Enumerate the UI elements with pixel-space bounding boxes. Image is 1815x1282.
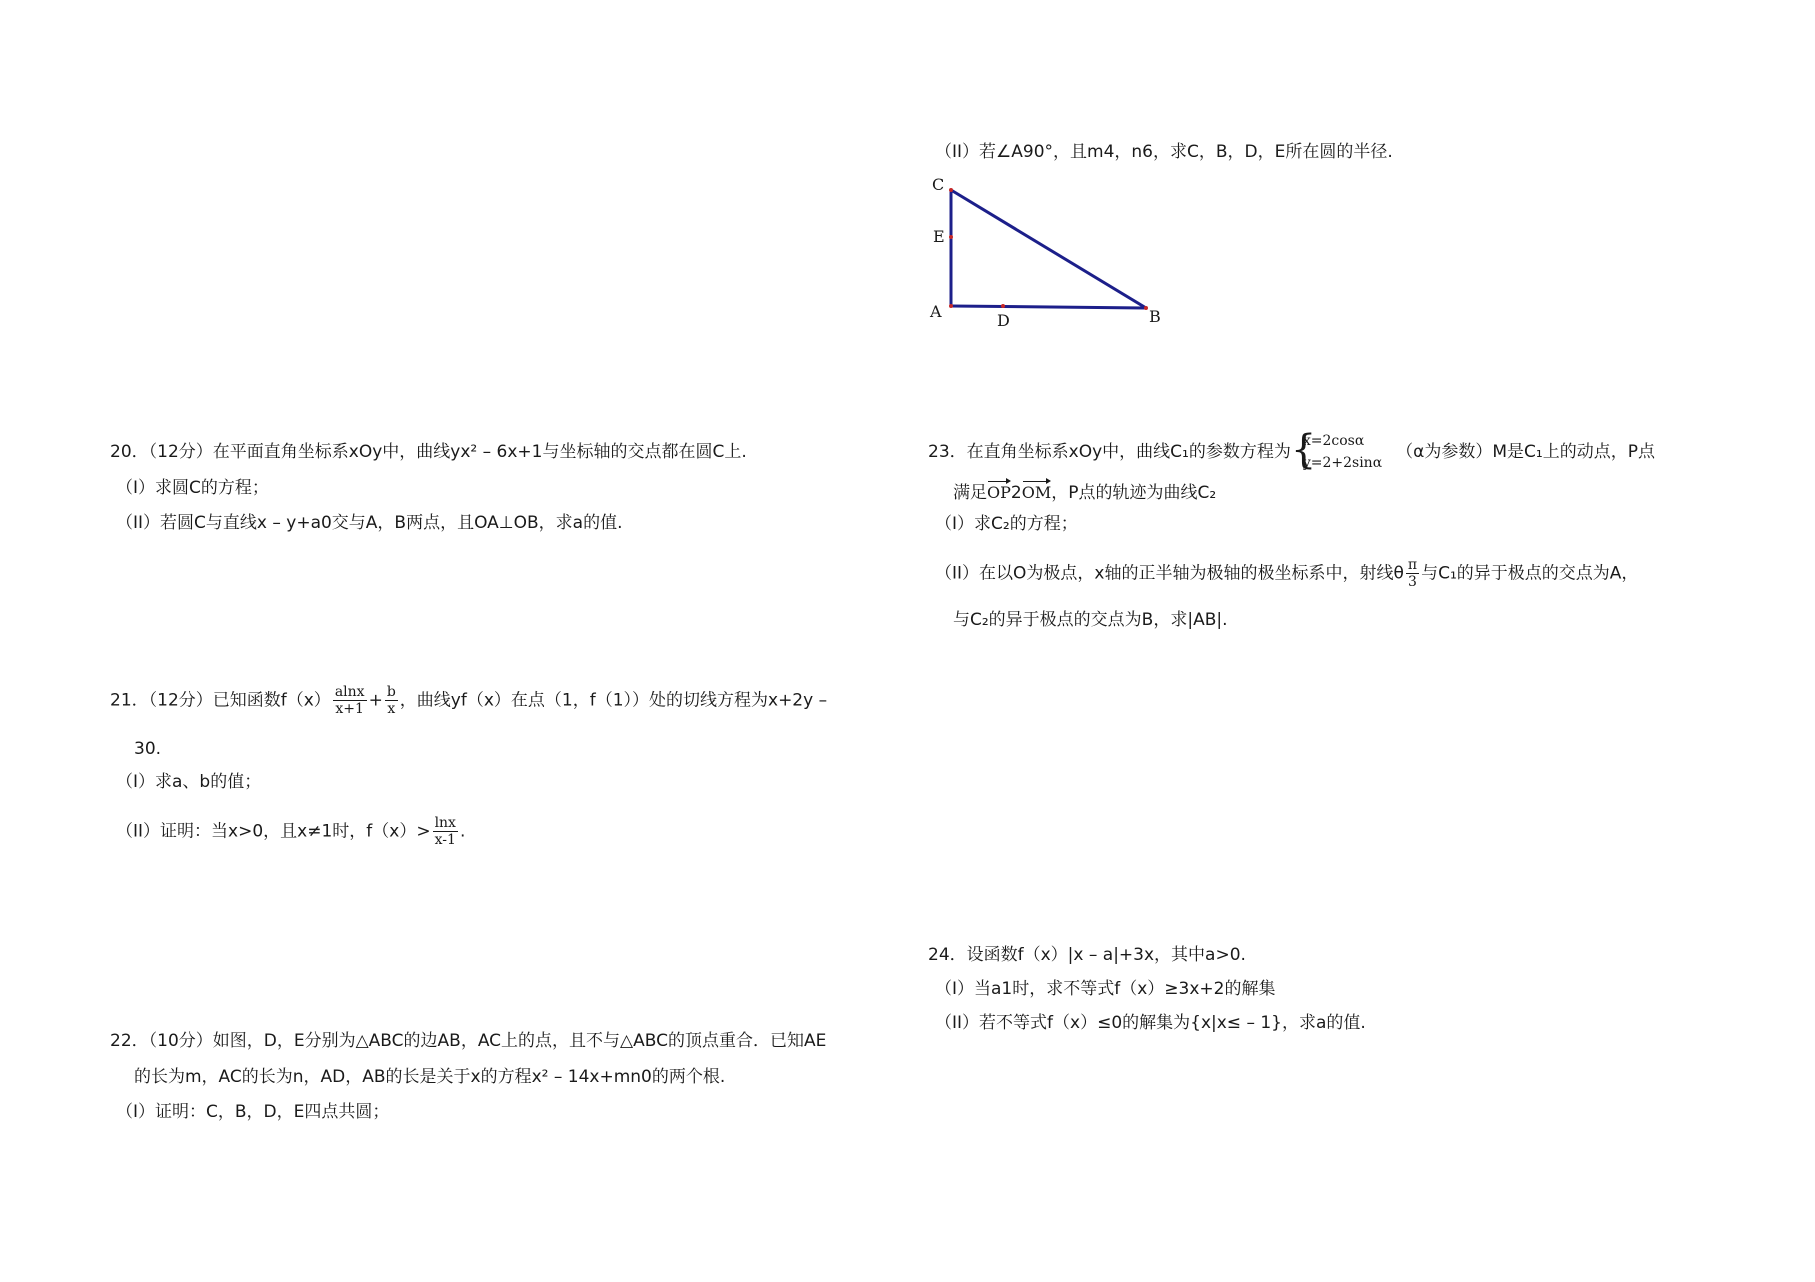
q24-part2: （II）若不等式f（x）≤0的解集为{x|x≤ – 1}，求a的值. [935, 1013, 1366, 1033]
q21-suffix: ，曲线yf（x）在点（1，f（1））处的切线方程为x+2y – [399, 690, 828, 711]
q20-part2: （II）若圆C与直线x – y+a0交与A，B两点，且OA⊥OB，求a的值. [116, 513, 623, 533]
q23-mid: 2 [1010, 483, 1022, 503]
q23-part1: （I）求C₂的方程； [935, 514, 1078, 534]
side-ab [951, 306, 1146, 308]
q21-prefix: 21．（12分）已知函数f（x） [110, 690, 331, 711]
q24-stem: 24．设函数f（x）|x – a|+3x，其中a>0. [928, 945, 1246, 965]
q21-plus: + [368, 690, 383, 711]
point-a [949, 304, 953, 308]
q21-frac1-num: alnx [334, 684, 365, 700]
q23-fraction-pi-3 [1406, 557, 1419, 590]
q21-part1: （I）求a、b的值； [116, 772, 262, 792]
q23-line2-suffix: ，P点的轨迹为曲线C₂ [1051, 483, 1217, 503]
point-b [1144, 306, 1148, 310]
q20-stem: 20．（12分）在平面直角坐标系xOy中，曲线yx² – 6x+1与坐标轴的交点都在圆C上. [110, 442, 747, 462]
q23-sys-row1: x=2cosα [1302, 433, 1365, 449]
q22-stem: 22．（10分）如图，D，E分别为△ABC的边AB，AC上的点，且不与△ABC的顶点重合．已知AE [110, 1031, 827, 1051]
point-e [949, 235, 953, 239]
q23-frac-num: π [1407, 557, 1418, 573]
q21-frac1-den: x+1 [335, 701, 364, 717]
q24-part1: （I）当a1时，求不等式f（x）≥3x+2的解集 [935, 979, 1276, 999]
q21-fraction-2 [385, 684, 398, 717]
q21-part2-prefix: （II）证明：当x>0，且x≠1时，f（x）> [116, 821, 431, 842]
label-c: C [932, 175, 945, 194]
q22-stem-cont: 的长为m，AC的长为n，AD，AB的长是关于x的方程x² – 14x+mn0的两个根. [134, 1067, 726, 1087]
point-c [949, 188, 953, 192]
q21-part2-suffix: . [459, 821, 466, 842]
q21-frac2-den: x [387, 701, 396, 717]
point-d [1001, 304, 1005, 308]
q23-vector-om: OM [1022, 478, 1052, 504]
q23-part2-cont: 与C₂的异于极点的交点为B，求|AB|. [953, 610, 1228, 630]
q21-frac3-num: lnx [434, 815, 456, 831]
q23-parametric-system [1290, 427, 1383, 474]
q21-part2 [116, 815, 465, 848]
q23-frac-den: 3 [1408, 574, 1417, 590]
q21-frac2-num: b [386, 684, 396, 700]
label-e: E [933, 227, 945, 246]
side-cb [951, 190, 1146, 308]
q23-vector-op: OP [987, 478, 1011, 504]
q21-fraction-1 [333, 684, 367, 717]
q23-condition [953, 478, 1216, 504]
q22-part2: （II）若∠A90°，且m4，n6，求C，B，D，E所在圆的半径. [935, 142, 1393, 162]
q21-stem [110, 684, 827, 717]
q21-stem-cont: 30. [134, 739, 162, 759]
q21-fraction-3 [433, 815, 458, 848]
q23-stem [928, 427, 1655, 474]
label-d: D [997, 311, 1010, 330]
label-a: A [930, 302, 942, 321]
triangle-figure [920, 168, 1180, 353]
label-b: B [1149, 307, 1161, 326]
q23-suffix: （α为参数）M是C₁上的动点，P点 [1396, 442, 1655, 462]
q23-part2 [935, 557, 1638, 590]
q23-sys-row2: y=2+2sinα [1302, 455, 1383, 471]
q23-part2-prefix: （II）在以O为极点，x轴的正半轴为极轴的极坐标系中，射线θ [935, 563, 1404, 584]
q23-line2-prefix: 满足 [953, 483, 987, 503]
q23-part2-suffix: 与C₁的异于极点的交点为A， [1421, 563, 1639, 584]
q23-prefix: 23．在直角坐标系xOy中，曲线C₁的参数方程为 [928, 442, 1291, 462]
q22-part1: （I）证明：C，B，D，E四点共圆； [116, 1102, 390, 1122]
q20-part1: （I）求圆C的方程； [116, 478, 269, 498]
q21-frac3-den: x-1 [434, 832, 456, 848]
brace-icon: { [1290, 427, 1317, 473]
